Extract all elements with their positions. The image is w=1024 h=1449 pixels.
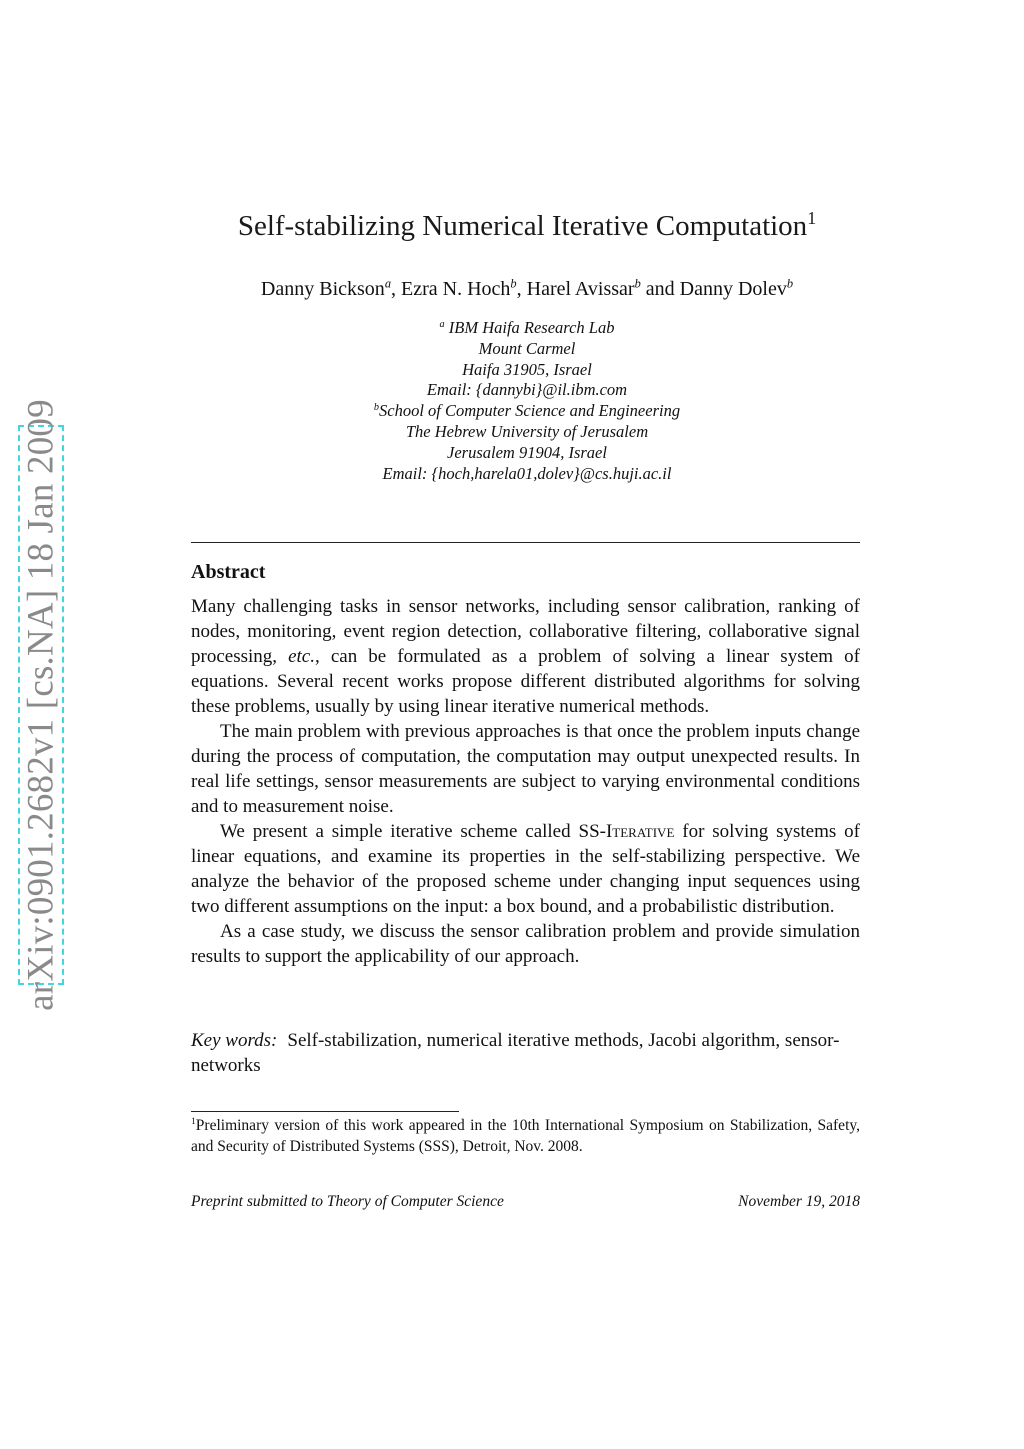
author-separator: ,	[391, 278, 402, 300]
affiliation-b-line: The Hebrew University of Jerusalem	[405, 421, 649, 441]
author-name: Danny Dolev	[679, 278, 787, 300]
abstract-top-rule	[191, 542, 860, 543]
abstract-paragraph	[191, 594, 860, 719]
affiliation-a-line: Mount Carmel	[478, 338, 576, 358]
title-text: Self-stabilizing Numerical Iterative Computation	[237, 210, 808, 242]
algorithm-name: SS-Iterative	[578, 821, 675, 842]
affiliation-a-email: Email: {dannybi}@il.ibm.com	[426, 380, 628, 400]
abstract-heading: Abstract	[191, 561, 266, 583]
author-affil-mark: b	[634, 276, 641, 291]
affiliation-a-line	[0, 318, 1024, 339]
author-name: Harel Avissar	[526, 278, 635, 300]
preprint-venue: Preprint submitted to Theory of Computer Science	[191, 1193, 504, 1210]
abstract-text: , can be formulated as a problem of solving a linear system of equations. Several recent works propose different distributed algorithms for solving these problems, usually by using linear iterative numerical methods.	[191, 646, 860, 717]
footnote-rule	[191, 1111, 459, 1112]
author-separator: and	[640, 278, 680, 300]
author-name: Danny Bickson	[260, 278, 385, 300]
affil-text: IBM Haifa Research Lab	[448, 318, 615, 337]
abstract-text: for solving systems of linear equations, and examine its properties in the self-stabilizing perspective. We analyze the behavior of the proposed scheme under changing input sequences using two different assumptions on the input: a box bound, and a probabilistic distribution.	[191, 821, 860, 917]
author-affil-mark: b	[510, 276, 517, 291]
preprint-date: November 19, 2018	[738, 1193, 860, 1210]
abstract-paragraph: The main problem with previous approaches is that once the problem inputs change during the process of computation, the computation may output unexpected results. In real life settings, sensor measurements are subject to varying environmental conditions and to measurement noise.	[191, 721, 860, 817]
abstract-paragraph	[191, 819, 860, 919]
keywords	[191, 1028, 860, 1078]
abstract-body	[191, 594, 860, 969]
keywords-text: Self-stabilization, numerical iterative methods, Jacobi algorithm, sensor-networks	[191, 1030, 840, 1076]
affiliations	[0, 318, 1024, 484]
footnote-mark: 1	[191, 1116, 196, 1128]
author-list	[0, 278, 1024, 301]
author-affil-mark: a	[384, 276, 392, 291]
affiliation-b-email: Email: {hoch,harela01,dolev}@cs.huji.ac.il	[382, 463, 672, 483]
affiliation-b-line: Jerusalem 91904, Israel	[447, 442, 607, 462]
footnote	[191, 1115, 860, 1157]
paper-title	[0, 210, 1024, 243]
affil-mark: b	[373, 402, 380, 414]
affil-mark: a	[439, 318, 445, 330]
abstract-paragraph: As a case study, we discuss the sensor calibration problem and provide simulation results to support the applicability of our approach.	[191, 921, 860, 967]
author-separator: ,	[516, 278, 527, 300]
affiliation-a-line: Haifa 31905, Israel	[462, 359, 592, 379]
affil-text: School of Computer Science and Engineering	[379, 401, 681, 421]
author-affil-mark: b	[786, 276, 794, 291]
affiliation-b-line	[0, 401, 1024, 422]
title-footnote-mark: 1	[807, 208, 817, 229]
arxiv-stamp: arXiv:0901.2682v1 [cs.NA] 18 Jan 2009	[20, 399, 62, 1011]
abstract-text: Many challenging tasks in sensor networks, including sensor calibration, ranking of nodes, monitoring, event region detection, collaborative filtering, collaborative signal processing,	[191, 596, 860, 667]
author-name: Ezra N. Hoch	[401, 278, 511, 300]
footnote-text: Preliminary version of this work appeared in the 10th International Symposium on Stabilization, Safety, and Security of Distributed Systems (SSS), Detroit, Nov. 2008.	[191, 1117, 860, 1155]
abstract-text: We present a simple iterative scheme called	[220, 821, 579, 842]
abstract-text-italic: etc.	[288, 646, 315, 667]
keywords-label: Key words:	[191, 1030, 278, 1051]
